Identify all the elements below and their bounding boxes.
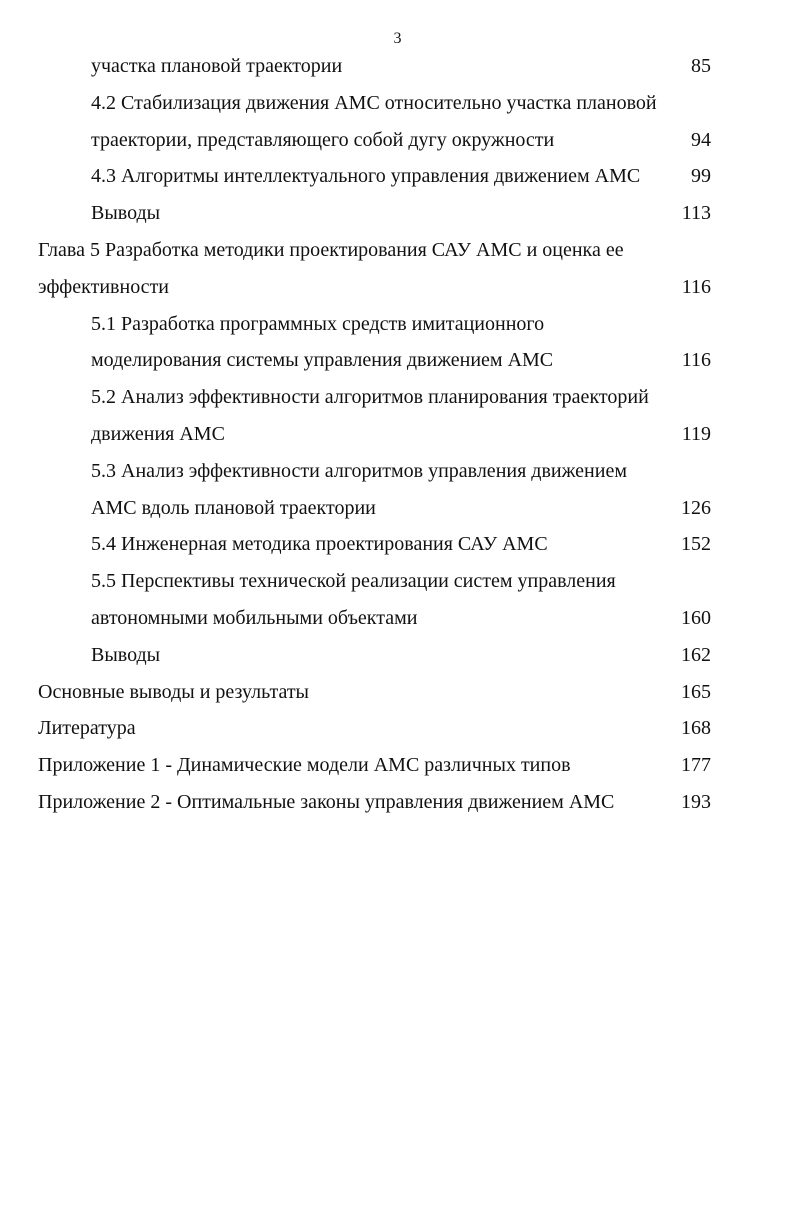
toc-entry-text: моделирования системы управления движением АМС: [91, 349, 554, 372]
toc-entry-text: участка плановой траектории: [91, 55, 343, 77]
toc-entry-text: эффективности: [38, 275, 170, 298]
toc-line: [0, 490, 795, 527]
toc-entry-text: 5.4 Инженерная методика проектирования САУ АМС: [91, 533, 548, 556]
toc-line: [0, 600, 795, 637]
toc-entry-page: 94: [691, 128, 711, 151]
toc-entry-text: Выводы: [91, 643, 161, 666]
toc-entry-text: 5.5 Перспективы технической реализации систем управления: [91, 570, 616, 593]
toc-entry-text: 5.1 Разработка программных средств имитационного: [91, 312, 545, 335]
toc-line: [0, 269, 795, 306]
toc-entry-text: 4.3 Алгоритмы интеллектуального управления движением АМС: [91, 165, 641, 188]
toc-entry-page: 99: [691, 165, 711, 188]
toc-line: [0, 563, 795, 600]
toc-line: [0, 416, 795, 453]
toc-line: [0, 526, 795, 563]
toc-line: [0, 232, 795, 269]
toc-entry-text: траектории, представляющего собой дугу окружности: [91, 128, 555, 151]
toc-line: [0, 784, 795, 821]
toc-entry-text: Приложение 2 - Оптимальные законы управления движением АМС: [38, 790, 615, 813]
toc-line: [0, 674, 795, 711]
toc-line: [0, 710, 795, 747]
toc-line: [0, 379, 795, 416]
toc-entry-text: автономными мобильными объектами: [91, 606, 418, 629]
toc-entry-page: 162: [681, 643, 711, 666]
toc-entry-page: 116: [681, 275, 711, 298]
toc-line: [0, 306, 795, 343]
table-of-contents: [0, 48, 795, 821]
toc-entry-text: движения АМС: [91, 422, 225, 445]
toc-line: [0, 637, 795, 674]
toc-entry-page: 160: [681, 606, 711, 629]
page-number: 3: [393, 30, 402, 47]
toc-entry-text: Приложение 1 - Динамические модели АМС различных типов: [38, 754, 571, 777]
toc-line: [0, 747, 795, 784]
toc-entry-text: 5.2 Анализ эффективности алгоритмов планирования траекторий: [91, 386, 649, 409]
toc-line: [0, 122, 795, 159]
toc-entry-page: 116: [681, 349, 711, 372]
toc-entry-page: 165: [681, 680, 711, 703]
toc-entry-text: Литература: [38, 717, 136, 740]
toc-entry-page: 119: [681, 422, 711, 445]
toc-entry-text: АМС вдоль плановой траектории: [91, 496, 376, 519]
toc-line: [0, 48, 795, 85]
toc-line: [0, 453, 795, 490]
toc-entry-page: 113: [681, 202, 711, 225]
toc-entry-page: 152: [681, 533, 711, 556]
toc-line: [0, 342, 795, 379]
toc-entry-page: 168: [681, 717, 711, 740]
toc-entry-page: 177: [681, 754, 711, 777]
toc-line: [0, 158, 795, 195]
toc-line: [0, 85, 795, 122]
toc-entry-text: 4.2 Стабилизация движения АМС относительно участка плановой: [91, 91, 657, 114]
toc-entry-page: 85: [691, 55, 711, 77]
toc-entry-text: Основные выводы и результаты: [38, 680, 309, 703]
toc-entry-text: Глава 5 Разработка методики проектирования САУ АМС и оценка ее: [38, 238, 624, 261]
toc-entry-page: 126: [681, 496, 711, 519]
toc-line: [0, 195, 795, 232]
toc-entry-text: Выводы: [91, 202, 161, 225]
toc-entry-page: 193: [681, 790, 711, 813]
toc-entry-text: 5.3 Анализ эффективности алгоритмов управления движением: [91, 459, 627, 482]
